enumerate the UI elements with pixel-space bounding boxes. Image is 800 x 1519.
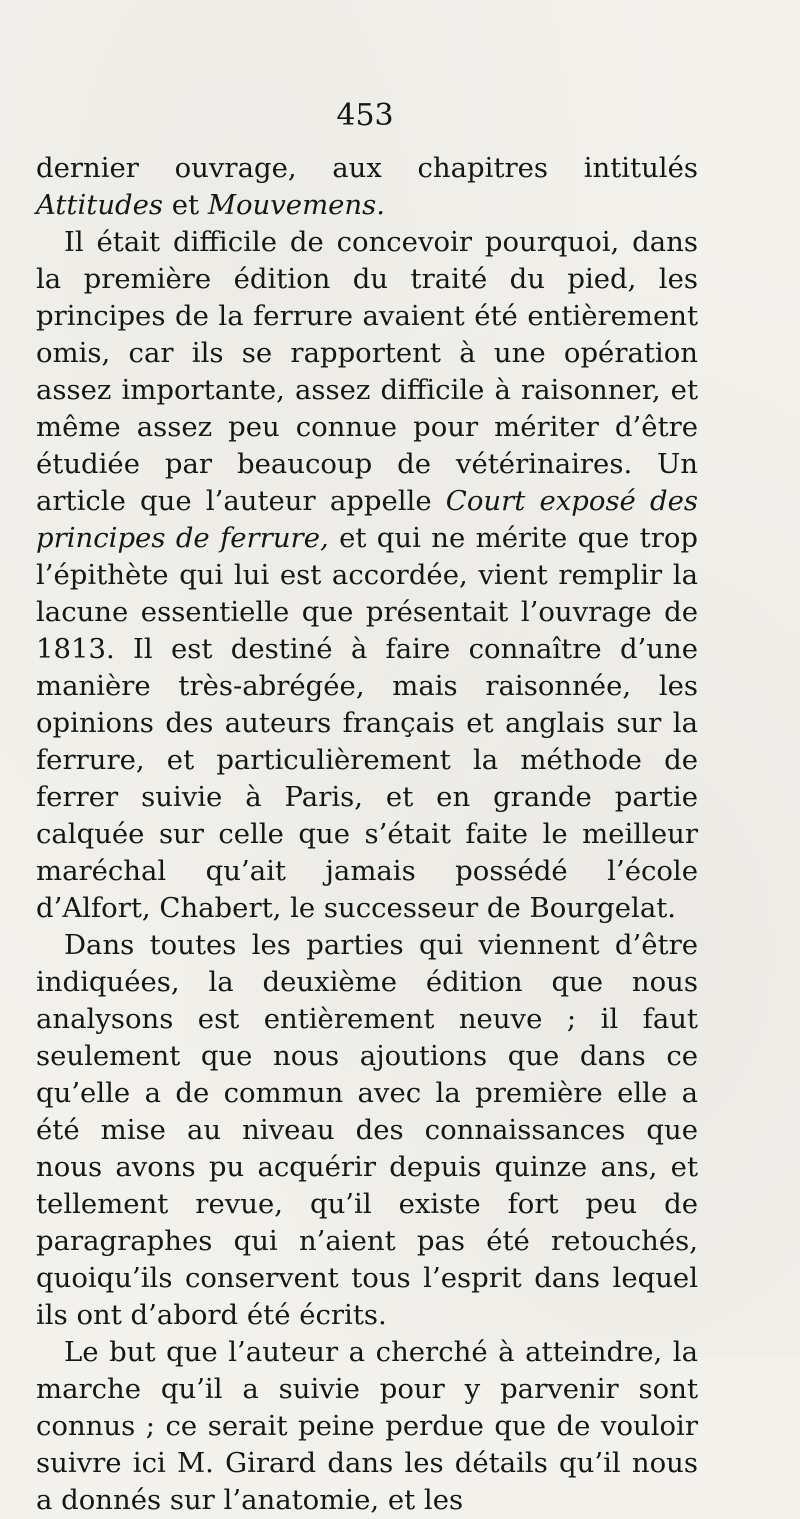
italic-text: Attitudes: [36, 189, 164, 221]
paragraph: [36, 1334, 698, 1519]
text-run: Le but que l’auteur a cherché à atteindre, la marche qu’il a suivie pour y parvenir sont connus ; ce serait peine perdue que de vouloir suivre ici M. Girard dans les détails qu’il nous a donnés sur l’anatomie, et les: [36, 1336, 698, 1516]
body-text: [36, 150, 698, 1519]
paragraph: [36, 927, 698, 1334]
italic-text: Court exposé des principes de ferrure,: [36, 485, 699, 554]
text-run: Dans toutes les parties qui viennent d’être indiquées, la deuxième édition que nous analysons est entièrement neuve ; il faut seulement que nous ajoutions que dans ce qu’elle a de commun avec la première elle a été mise au niveau des connaissances que nous avons pu acquérir depuis quinze ans, et tellement revue, qu’il existe fort peu de paragraphes qui n’aient pas été retouchés, quoiqu’ils conservent tous l’esprit dans lequel ils ont d’abord été écrits.: [36, 929, 698, 1331]
italic-text: Mouvemens.: [207, 189, 385, 221]
paragraph: [36, 224, 698, 927]
text-run: Il était difficile de concevoir pourquoi, dans la première édition du traité du pied, les principes de la ferrure avaient été entièrement omis, car ils se rapportent à une opération assez importante, assez difficile à raisonner, et même assez peu connue pour mériter d’être étudiée par beaucoup de vétérinaires. Un article que l’auteur appelle: [36, 226, 698, 517]
text-run: dernier ouvrage, aux chapitres intitulés: [36, 152, 698, 184]
text-run: et: [163, 189, 208, 221]
page-number: 453: [336, 98, 394, 133]
text-run: et qui ne mérite que trop l’épithète qui lui est accordée, vient remplir la lacune essentielle que présentait l’ouvrage de 1813. Il est destiné à faire connaître d’une manière très-abrégée, mais raisonnée, les opinions des auteurs français et anglais sur la ferrure, et particulièrement la méthode de ferrer suivie à Paris, et en grande partie calquée sur celle que s’était faite le meilleur maréchal qu’ait jamais possédé l’école d’Alfort, Chabert, le successeur de Bourgelat.: [36, 522, 699, 924]
paragraph: [36, 150, 698, 224]
